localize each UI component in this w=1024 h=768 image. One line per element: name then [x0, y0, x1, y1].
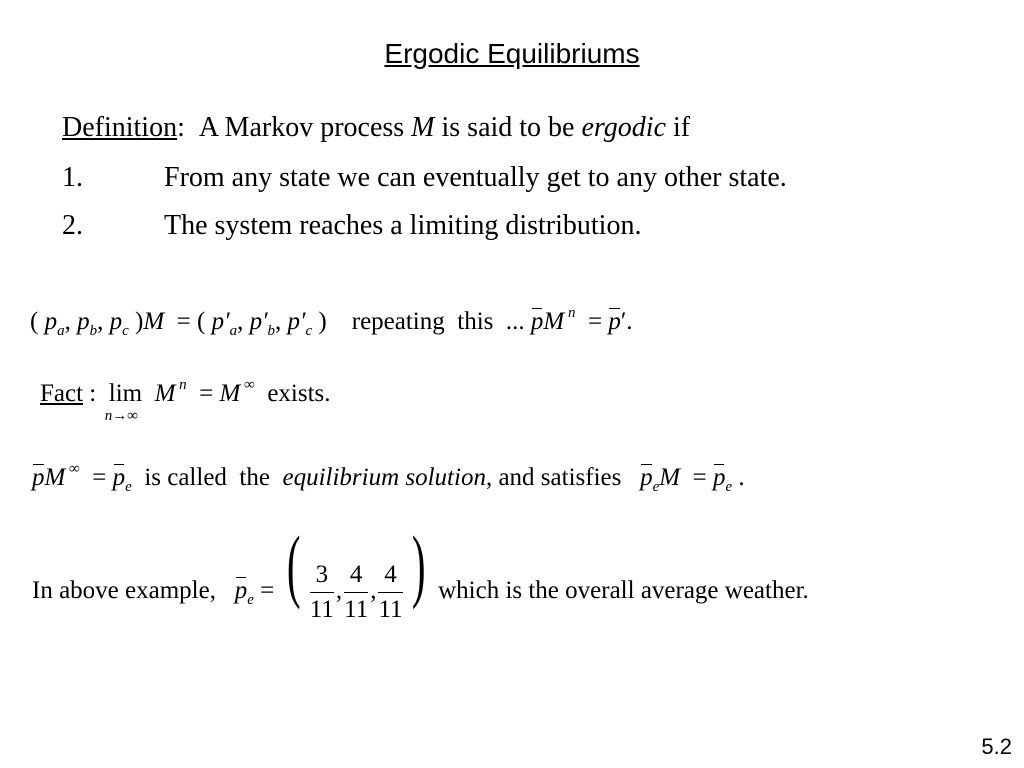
definition-item-1-text: From any state we can eventually get to any other state.	[164, 162, 787, 193]
exists-word: exists.	[267, 380, 331, 407]
page-number: 5.2	[981, 734, 1012, 759]
lim-operator: lim	[108, 380, 143, 407]
example-line: In above example, $p_e$ = ( $\frac{3}{11}$ , $\frac{4}{11}$ , $\frac{4}{11}$ ) which is the overall average weather.	[32, 519, 809, 623]
equilibrium-term: equilibrium solution	[282, 464, 486, 491]
left-paren: (	[287, 519, 301, 610]
definition-text-after: if	[673, 112, 691, 143]
equation-transition: ( $p_a$, $p_b$, $p_c$ )M = ( $p'_a$, $p'_b$, $p'_c$ ) repeating this ... pM $^n$ = p′.	[30, 305, 633, 339]
definition-var-m: M	[411, 112, 435, 143]
fact-label: Fact	[40, 380, 84, 407]
fact-line: Fact : lim n→∞ M $^n$ = M ∞ exists.	[40, 377, 331, 424]
lim-subscript: n→∞	[104, 408, 138, 424]
fraction-2: $\frac{4}{11}$	[344, 560, 369, 623]
example-text-before: In above example,	[32, 577, 216, 604]
definition-colon: :	[177, 112, 185, 143]
the-word: the	[239, 464, 270, 491]
definition-text-before: A Markov process	[198, 112, 405, 143]
fact-colon: :	[89, 380, 97, 407]
ellipsis: ...	[505, 308, 525, 335]
right-paren: )	[411, 519, 426, 610]
fraction-1: $\frac{3}{11}$	[309, 560, 334, 623]
equation-equilibrium: pM $^\infty = p_e$ is called the equilibrium solution, and satisfies $p_eM = p_e$ .	[32, 461, 745, 495]
fraction-3: $\frac{4}{11}$	[378, 560, 403, 623]
this-word: this	[457, 308, 494, 335]
definition-item-2-number: 2.	[62, 210, 83, 241]
page-title: Ergodic Equilibriums	[384, 38, 640, 69]
example-text-after: which is the overall average weather.	[438, 577, 809, 604]
definition-text-mid: is said to be	[441, 112, 575, 143]
definition-line	[62, 112, 690, 144]
and-satisfies-text: , and satisfies	[485, 464, 622, 491]
definition-term: ergodic	[581, 112, 666, 143]
is-called-text: is called	[144, 464, 227, 491]
repeating-word: repeating	[351, 308, 445, 335]
definition-item-2-text: The system reaches a limiting distribution.	[164, 210, 642, 241]
definition-item-1-number: 1.	[62, 162, 83, 193]
definition-label: Definition	[62, 112, 178, 143]
